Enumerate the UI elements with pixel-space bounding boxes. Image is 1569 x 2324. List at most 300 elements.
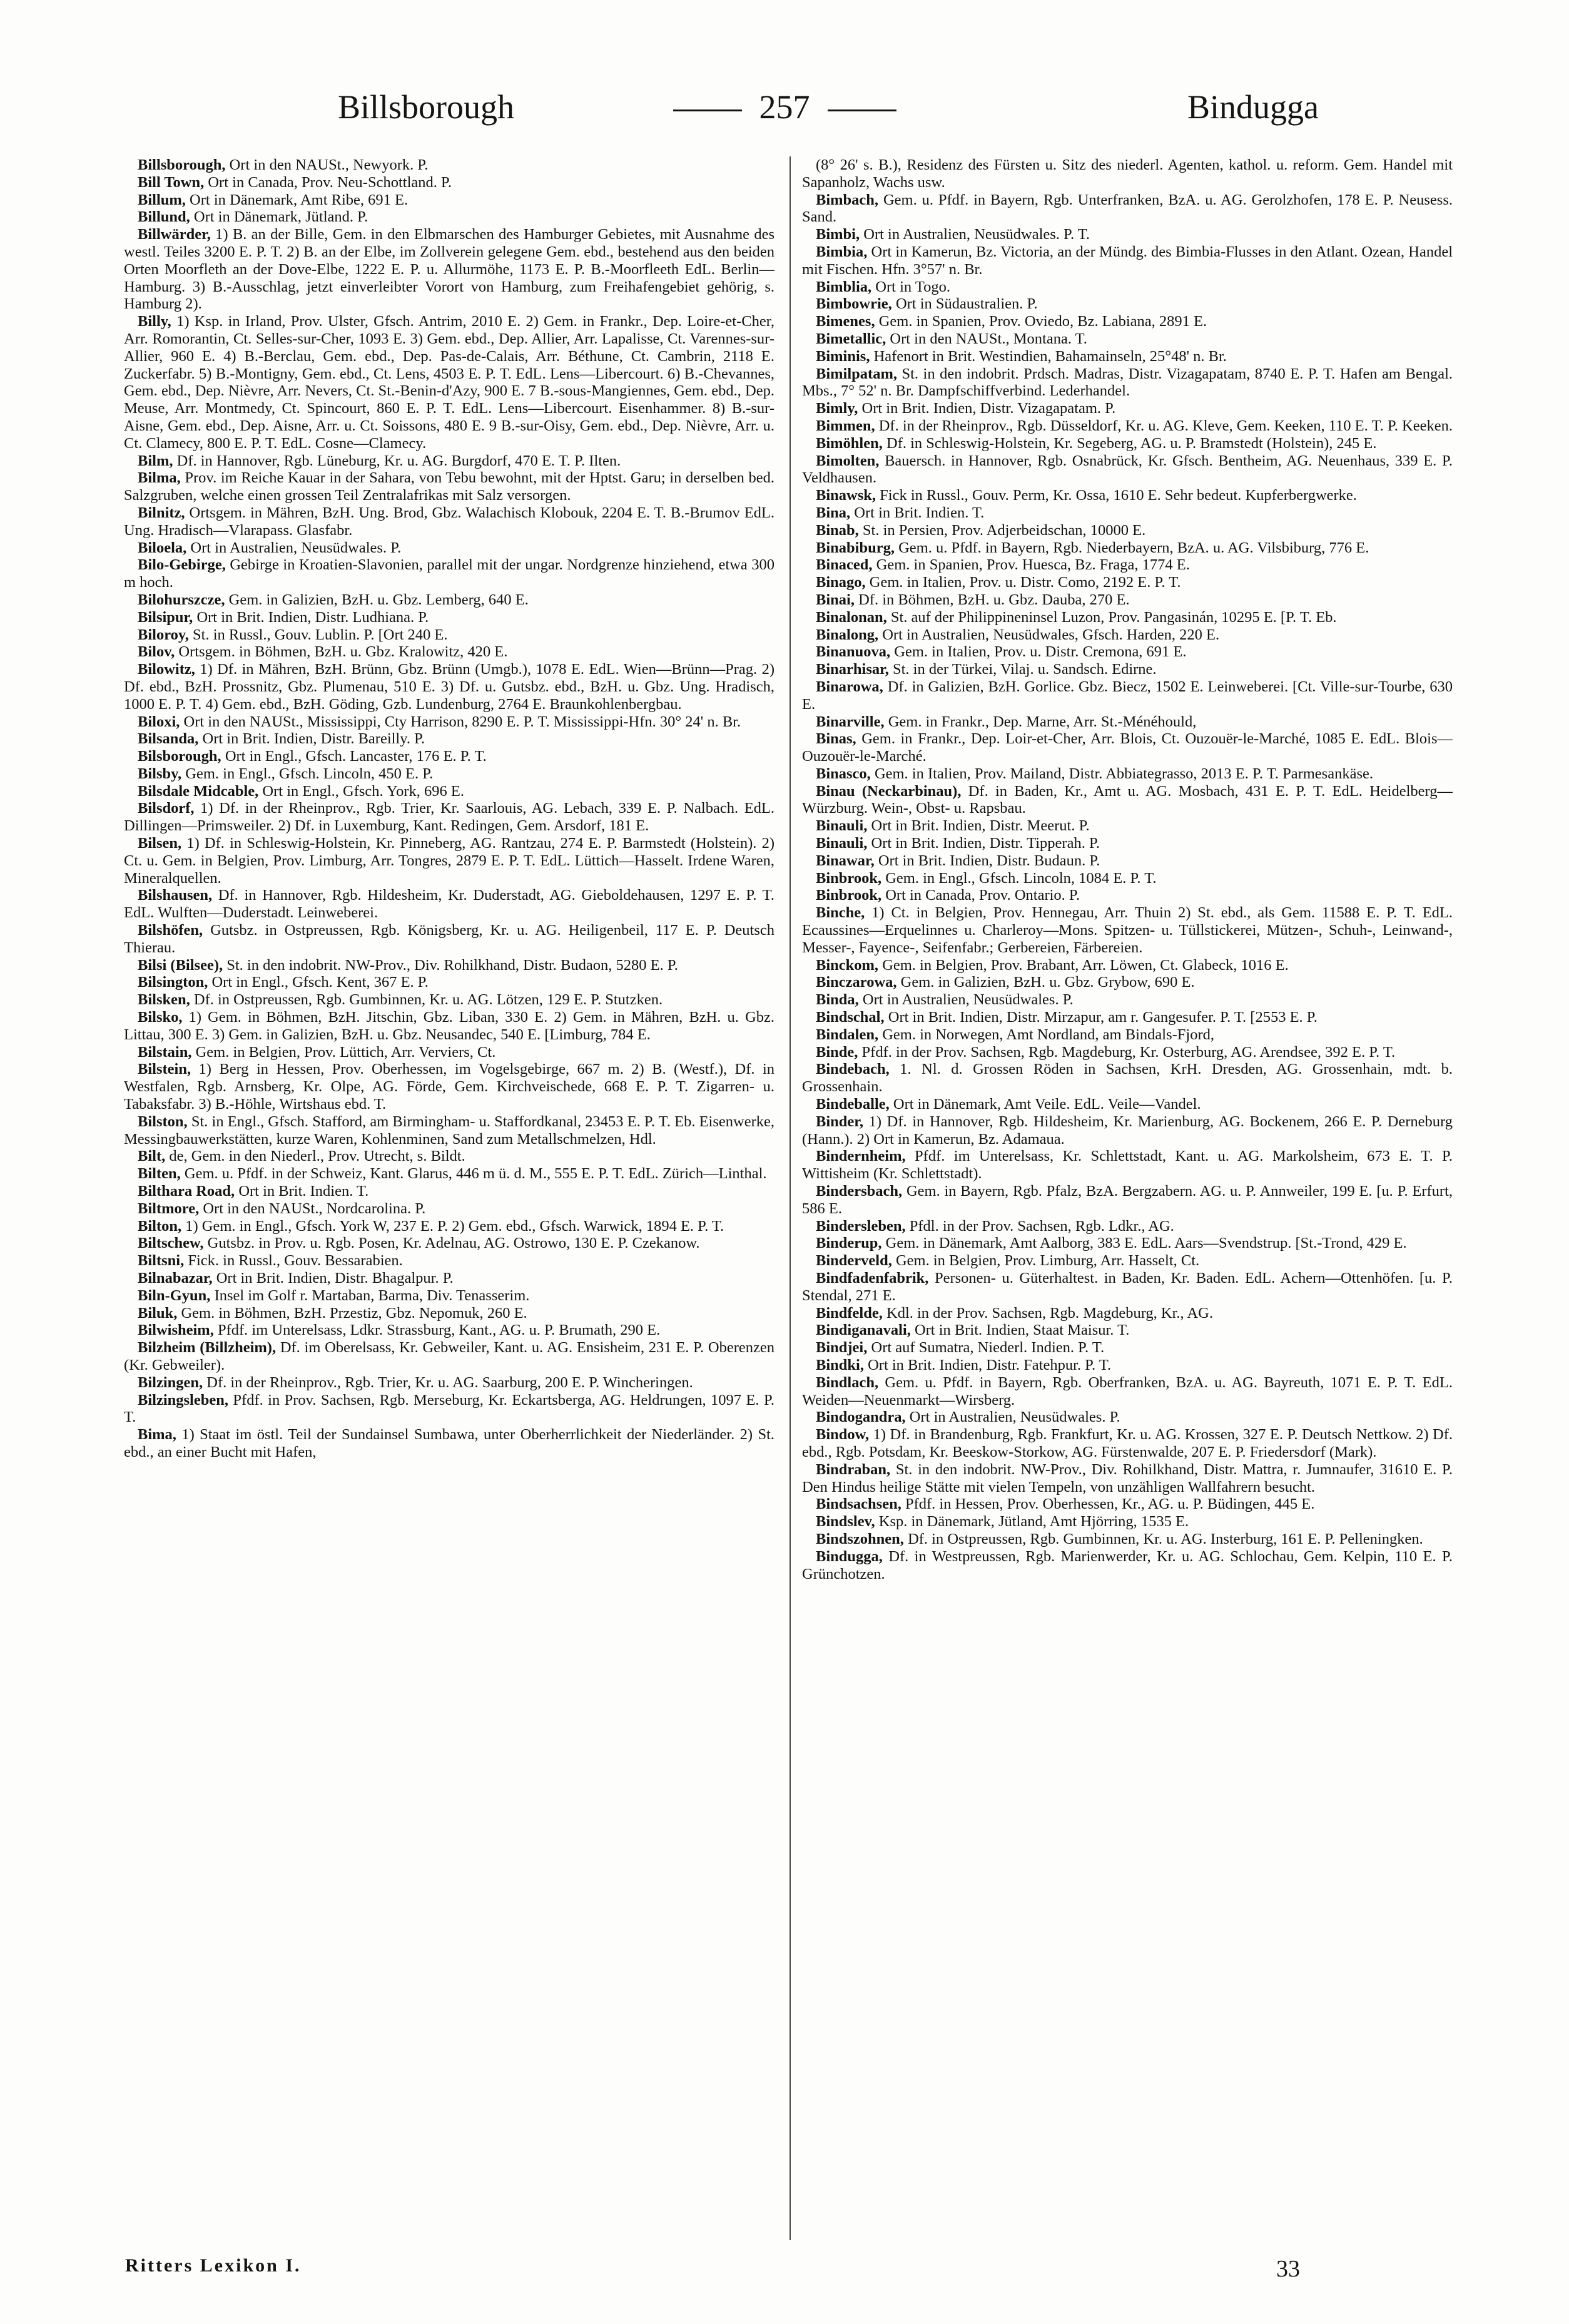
entry-text: Ort in Canada, Prov. Neu-Schottland. P. [208,173,452,191]
entry-headword: Binbrook, [816,869,882,887]
dictionary-entry [802,1061,1453,1096]
dictionary-entry [802,765,1453,783]
dictionary-entry [124,800,774,835]
entry-text: Gem. u. Pfdf. in der Schweiz, Kant. Glarus, 446 m ü. d. M., 555 E. P. T. EdL. Zürich—Linthal. [184,1165,767,1183]
entry-headword: Bindsachsen, [816,1496,901,1513]
entry-text: 1) Ct. in Belgien, Prov. Hennegau, Arr. Thuin 2) St. ebd., als Gem. 11588 E. P. T. EdL. Ecaussines—Erquelinnes u. Charleroy—Mons. Spitzen- u. Tüllstickerei, Mützen-, Schuh-, Leinwand-, Messer-, Fayence-, Seifenfabr.; Gerbereien, Färbereien. [802,904,1453,956]
entry-headword: Bimetallic, [816,330,886,347]
entry-text: Personen- u. Güterhaltest. in Baden, Kr. Baden. EdL. Achern—Ottenhöfen. [u. P. Stendal, 271 E. [802,1270,1453,1304]
dictionary-entry [124,626,774,644]
header-left-keyword: Billsborough [338,88,515,126]
entry-headword: Bindow, [816,1426,870,1444]
entry-text: Gem. in Engl., Gfsch. Lincoln, 450 E. P. [185,765,434,782]
dictionary-entry [802,835,1453,852]
dictionary-entry [124,713,774,731]
entry-headword: Bilsdorf, [138,800,195,817]
entry-text: St. in den indobrit. NW-Prov., Div. Rohilkhand, Distr. Budaon, 5280 E. P. [226,956,678,974]
entry-text: Gem. in Spanien, Prov. Oviedo, Bz. Labiana, 2891 E. [878,313,1207,330]
entry-text: Ort in Australien, Neusüdwales. P. [190,539,402,556]
dictionary-entry [802,313,1453,330]
entry-text: Ort in Australien, Neusüdwales. P. T. [863,226,1090,243]
entry-headword: Bindschal, [816,1009,885,1026]
entry-headword: Bindjei, [816,1339,868,1357]
entry-text: Gem. in Belgien, Prov. Limburg, Arr. Hasselt, Ct. [895,1252,1200,1270]
entry-text: 1) Df. in der Rheinprov., Rgb. Trier, Kr. Saarlouis, AG. Lebach, 339 E. P. Nalbach. EdL. Dillingen—Primsweiler. 2) Df. in Luxemburg, Kant. Redingen, Gem. Arsdorf, 181 E. [124,800,774,835]
dictionary-entry [802,1322,1453,1339]
entry-headword: Biluk, [138,1304,178,1322]
entry-headword: Bindogandra, [816,1409,906,1426]
dictionary-entry [802,991,1453,1009]
entry-headword: Bilten, [138,1165,181,1183]
entry-headword: Binda, [816,991,859,1009]
entry-text: 1) Staat im östl. Teil der Sundainsel Sumbawa, unter Oberherrlichkeit der Niederländer. 2) St. ebd., an einer Bucht mit Hafen, [124,1426,774,1460]
dictionary-entry [124,556,774,591]
entry-headword: Binckom, [816,956,879,974]
header-rule-right [828,110,896,111]
entry-headword: Bindeballe, [816,1096,890,1113]
dictionary-entry [802,1235,1453,1252]
dictionary-entry [802,1183,1453,1218]
entry-headword: Bimbach, [816,191,879,208]
dictionary-entry [124,1218,774,1235]
dictionary-entry [124,1235,774,1252]
footer-sheet-number: 33 [1276,2256,1300,2282]
entry-text: 1) Gem. in Engl., Gfsch. York W, 237 E. P. 2) Gem. ebd., Gfsch. Warwick, 1894 E. P. T. [185,1217,724,1235]
entry-text: 1) Gem. in Böhmen, BzH. Jitschin, Gbz. Liban, 330 E. 2) Gem. in Mähren, BzH. u. Gbz. Littau, 300 E. 3) Gem. in Galizien, BzH. u. Gbz. Neusandec, 540 E. [Limburg, 784 E. [124,1009,774,1043]
dictionary-entry [802,243,1453,278]
dictionary-entry [124,1339,774,1374]
dictionary-entry [802,713,1453,731]
entry-text: Gem. in Norwegen, Amt Nordland, am Bindals-Fjord, [882,1026,1214,1043]
dictionary-entry [802,609,1453,626]
dictionary-entry [802,417,1453,435]
entry-text: 1) Ksp. in Irland, Prov. Ulster, Gfsch. Antrim, 2010 E. 2) Gem. in Frankr., Dep. Loire-et-Cher, Arr. Romorantin, Ct. Selles-sur-Cher, 1093 E. 3) Gem. ebd., Dep. Allier, Arr. Lapalisse, Ct. Varennes-sur-Allier, 960 E. 4) B.-Berclau, Gem. ebd., Dep. Pas-de-Calais, Arr. Béthune, Ct. Cambrin, 2118 E. Zuckerfabr. 5) B.-Montigny, Gem. ebd., Ct. Lens, 4503 E. P. T. EdL. Lens—Libercourt. 6) B.-Chevannes, Gem. ebd., Dep. Nièvre, Arr. Nevers, Ct. St.-Benin-d'Azy, 900 E. 7 B.-sous-Mangiennes, Gem. ebd., Dep. Meuse, Arr. Montmedy, Ct. Spincourt, 860 E. P. T. EdL. Lens—Libercourt. Eisenhammer. 8) B.-sur-Aisne, Gem. ebd., Dep. Aisne, Arr. u. Ct. Soissons, 480 E. 9 B.-sur-Oisy, Gem. ebd., Dep. Nièvre, Arr. u. Ct. Clamecy, 800 E. P. T. EdL. Cosne—Clamecy. [124,313,774,452]
entry-headword: Bilsington, [138,974,208,991]
entry-text: Ort in Dänemark, Amt Veile. EdL. Veile—Vandel. [893,1096,1201,1113]
dictionary-entry [802,1148,1453,1183]
entry-headword: Bimbowrie, [816,295,892,313]
entry-headword: Binbrook, [816,887,882,904]
entry-text: Prov. im Reiche Kauar in der Sahara, von Tebu bewohnt, mit der Hptst. Garu; in derselben bed. Salzgruben, welche einen grossen Teil Zentralafrikas mit Salz versorgen. [124,469,774,504]
entry-headword: Binawsk, [816,487,876,504]
entry-headword: Bilm, [138,452,173,469]
entry-text: Pfdf. in Prov. Sachsen, Rgb. Merseburg, Kr. Eckartsberga, AG. Heldrungen, 1097 E. P. T. [124,1391,774,1426]
entry-text: Ort in den NAUSt., Montana. T. [890,330,1087,347]
dictionary-entry [124,643,774,661]
entry-headword: Biltschew, [138,1235,204,1252]
dictionary-entry [124,609,774,626]
dictionary-entry [124,469,774,504]
dictionary-entry [124,1113,774,1148]
dictionary-entry [124,191,774,209]
entry-text: Ortsgem. in Mähren, BzH. Ung. Brod, Gbz. Walachisch Klobouk, 2204 E. T. B.-Brumov EdL. Ung. Hradisch—Vlarapass. Glasfabr. [124,504,774,539]
entry-text: Insel im Golf r. Martaban, Barma, Div. Tenasserim. [214,1287,530,1304]
entry-text: Df. in Hannover, Rgb. Lüneburg, Kr. u. AG. Burgdorf, 470 E. T. P. Ilten. [176,452,621,469]
dictionary-entry [802,1374,1453,1409]
entry-text: Ort in Engl., Gfsch. Kent, 367 E. P. [211,974,429,991]
dictionary-entry [802,1096,1453,1113]
entry-headword: Biminis, [816,347,870,365]
entry-headword: Bilt, [138,1148,166,1165]
entry-headword: Binderup, [816,1235,882,1252]
dictionary-entry [802,1531,1453,1548]
entry-text: Gem. in Spanien, Prov. Huesca, Bz. Fraga, 1774 E. [876,556,1190,574]
entry-text: Df. in Westpreussen, Rgb. Marienwerder, Kr. u. AG. Schlochau, Gem. Kelpin, 110 E. P. Grünchotzen. [802,1547,1453,1582]
entry-headword: Bimblia, [816,278,872,295]
entry-headword: Biltmore, [138,1200,200,1217]
entry-text: Pfdf. im Unterelsass, Ldkr. Strassburg, Kant., AG. u. P. Brumath, 290 E. [217,1322,661,1339]
entry-text: Ort in Brit. Indien, Distr. Bareilly. P. [202,730,425,748]
dictionary-entry [802,870,1453,887]
entry-text: Df. in der Rheinprov., Rgb. Trier, Kr. u. AG. Saarburg, 200 E. P. Wincheringen. [206,1374,693,1391]
entry-headword: Bimbia, [816,243,868,260]
entry-headword: Bilshausen, [138,887,213,904]
entry-headword: Bilsi (Bilsee), [138,956,223,974]
dictionary-entry [802,1461,1453,1496]
dictionary-entry [802,504,1453,522]
entry-text: Ort in Brit. Indien. T. [238,1183,369,1200]
dictionary-entry [802,435,1453,452]
entry-text: Ort in Dänemark, Amt Ribe, 691 E. [190,191,409,208]
dictionary-entry [124,1148,774,1165]
entry-headword: Biloroy, [138,626,189,643]
entry-text: Pfdf. in der Prov. Sachsen, Rgb. Magdeburg, Kr. Osterburg, AG. Arendsee, 392 E. P. T. [861,1043,1396,1061]
dictionary-entry [802,295,1453,313]
entry-text: Gem. in Italien, Prov. Mailand, Distr. Abbiategrasso, 2013 E. P. T. Parmesankäse. [874,765,1373,782]
entry-text: Gem. in Galizien, BzH. u. Gbz. Lemberg, 640 E. [228,591,529,608]
dictionary-entry [802,852,1453,870]
entry-text: Df. im Oberelsass, Kr. Gebweiler, Kant. u. AG. Ensisheim, 231 E. P. Oberenzen (Kr. Gebweiler). [124,1339,774,1374]
entry-text: Bauersch. in Hannover, Rgb. Osnabrück, Kr. Gfsch. Bentheim, AG. Neuenhaus, 339 E. P. Veldhausen. [802,452,1453,487]
entry-text: Gem. in Galizien, BzH. u. Gbz. Grybow, 690 E. [900,974,1195,991]
entry-text: Ort in Canada, Prov. Ontario. P. [885,887,1080,904]
entry-headword: Bilwisheim, [138,1322,214,1339]
dictionary-entry [802,887,1453,904]
entry-headword: Bindraban, [816,1460,891,1478]
entry-headword: Bilstain, [138,1043,192,1061]
entry-text: Ort in Brit. Indien, Distr. Budaun. P. [878,852,1100,869]
entry-headword: Bima, [138,1426,176,1444]
entry-headword: Biloxi, [138,713,180,730]
dictionary-entry [802,452,1453,487]
entry-text: Ort in Togo. [875,278,950,295]
entry-headword: Biln-Gyun, [138,1287,211,1304]
entry-headword: Bindlach, [816,1374,879,1391]
entry-headword: Bimbi, [816,226,860,243]
entry-text: 1) Df. in Mähren, BzH. Brünn, Gbz. Brünn (Umgb.), 1078 E. EdL. Wien—Brünn—Prag. 2) Df. ebd., BzH. Prossnitz, Gbz. Plumenau, 510 E. 3) Df. u. Gutsbz. ebd., BzH. u. Gbz. Ung. Hradisch, 1000 E. P. T. 4) Gem. ebd., BzH. Göding, Gzb. Lundenburg, 2764 E. Braunkohlenbergbau. [124,661,774,713]
entry-headword: Binarville, [816,713,885,730]
entry-text: Ksp. in Dänemark, Jütland, Amt Hjörring, 1535 E. [878,1513,1189,1531]
entry-headword: Binder, [816,1113,864,1130]
entry-text: Ort in Dänemark, Jütland. P. [193,208,368,226]
entry-text: Ort in Engl., Gfsch. York, 696 E. [262,782,465,800]
dictionary-entry [802,156,1453,191]
entry-headword: Binde, [816,1043,858,1061]
entry-headword: Bindernheim, [816,1148,906,1165]
entry-headword: Bilton, [138,1217,182,1235]
entry-headword: Bina, [816,504,851,521]
dictionary-entry [124,730,774,748]
entry-text: 1) B. an der Bille, Gem. in den Elbmarschen des Hamburger Gebietes, mit Ausnahme des westl. Teiles 3200 E. P. T. 2) B. an der Elbe, im Zollverein gelegene Gem. ebd., bestehend aus den beiden Orten Moorfleth an der Dove-Elbe, 1222 E. P. u. Allurmöhe, 1173 E. P. B.-Moorfleeth EdL. Berlin—Hamburg. 3) B.-Ausschlag, jetzt einverleibter Vorort von Hamburg, zum Freihafengebiet gehörig, s. Hamburg 2). [124,226,774,313]
entry-text: 1) Df. in Schleswig-Holstein, Kr. Pinneberg, AG. Rantzau, 274 E. P. Barmstedt (Holstein). 2) Ct. u. Gem. in Belgien, Prov. Limburg, Arr. Tongres, 2879 E. P. T. EdL. Lüttich—Hasselt. Irdene Waren, Mineralquellen. [124,835,774,887]
entry-text: Df. in der Rheinprov., Rgb. Düsseldorf, Kr. u. AG. Kleve, Gem. Keeken, 110 E. T. P. Keeken. [878,417,1453,434]
dictionary-entry [124,748,774,765]
entry-headword: Binau (Neckarbinau), [816,782,962,800]
dictionary-entry [124,208,774,226]
page-header [125,88,1444,144]
dictionary-entry [124,539,774,557]
entry-text: 1) Df. in Brandenburg, Rgb. Frankfurt, Kr. u. AG. Krossen, 327 E. P. Deutsch Nettkow. 2) Df. ebd., Rgb. Potsdam, Kr. Beeskow-Storkow, AG. Fürstenwalde, 207 E. P. Friedersdorf (Mark). [802,1426,1453,1460]
dictionary-entry [124,452,774,470]
entry-headword: Bimöhlen, [816,434,883,452]
dictionary-entry [802,348,1453,365]
entry-headword: Billsborough, [138,156,226,173]
dictionary-entry [802,1113,1453,1148]
entry-text: Ort in Brit. Indien, Distr. Ludhiana. P. [196,608,429,626]
dictionary-entry [802,522,1453,539]
entry-headword: Bilsko, [138,1009,183,1026]
entry-headword: Bilzingsleben, [138,1391,228,1409]
entry-text: St. in den indobrit. Prdsch. Madras, Distr. Vizagapatam, 8740 E. P. T. Hafen am Bengal. Mbs., 7° 52' n. Br. Dampfschiffverbind. Lederhandel. [802,365,1453,400]
dictionary-entry [124,1270,774,1287]
dictionary-entry [802,957,1453,974]
entry-text: Gem. in Bayern, Rgb. Pfalz, BzA. Bergzabern. AG. u. P. Annweiler, 199 E. [u. P. Erfurt, 586 E. [802,1183,1453,1217]
entry-text: Gutsbz. in Prov. u. Rgb. Posen, Kr. Adelnau, AG. Ostrowo, 130 E. P. Czekanow. [207,1235,700,1252]
entry-headword: Bilstein, [138,1061,191,1078]
entry-headword: Binarhisar, [816,661,889,678]
dictionary-entry [802,678,1453,713]
dictionary-entry [802,1218,1453,1235]
dictionary-entry [802,1252,1453,1270]
dictionary-entry [802,226,1453,243]
entry-text: Ort in Brit. Indien, Distr. Bhagalpur. P. [216,1270,454,1287]
entry-headword: Bilnitz, [138,504,185,521]
entry-text: Ort in Brit. Indien, Distr. Mirzapur, am r. Gangesufer. P. T. [2553 E. P. [888,1009,1318,1026]
entry-headword: Billum, [138,191,186,208]
dictionary-entry [802,1009,1453,1026]
column-divider [790,156,791,2240]
dictionary-entry [124,1305,774,1322]
dictionary-entry [124,1252,774,1270]
entry-text: Ort in Australien, Neusüdwales, Gfsch. Harden, 220 E. [882,626,1220,643]
entry-headword: Bindfelde, [816,1304,883,1322]
entry-headword: Binasco, [816,765,871,782]
entry-headword: Binalong, [816,626,879,643]
entry-headword: Billwärder, [138,226,211,243]
dictionary-entry [124,313,774,452]
entry-text: 1. Nl. d. Grossen Röden in Sachsen, KrH. Dresden, AG. Grossenhain, mdt. b. Grossenhain. [802,1061,1453,1096]
entry-headword: Binanuova, [816,643,891,661]
entry-headword: Bindebach, [816,1061,890,1078]
entry-text: Gem. u. Pfdf. in Bayern, Rgb. Unterfranken, BzA. u. AG. Gerolzhofen, 178 E. P. Neusess. Sand. [802,191,1453,226]
dictionary-entry [802,539,1453,557]
dictionary-entry [802,191,1453,227]
dictionary-entry [802,730,1453,765]
dictionary-entry [802,1026,1453,1044]
entry-text: St. in der Türkei, Vilaj. u. Sandsch. Edirne. [893,661,1157,678]
entry-headword: Binab, [816,521,859,539]
entry-text: St. in Engl., Gfsch. Stafford, am Birmingham- u. Staffordkanal, 23453 E. P. T. Eb. Eisenwerke, Messingbauwerkstätten, kurze Waren, Kohlenminen, Sand zum Metallschmelzen, Hdl. [124,1113,774,1148]
entry-text: Gem. in Böhmen, BzH. Przestiz, Gbz. Nepomuk, 260 E. [181,1304,527,1322]
entry-headword: Bilov, [138,643,175,661]
entry-text: Hafenort in Brit. Westindien, Bahamainseln, 25°48' n. Br. [873,347,1227,365]
dictionary-entry [124,1392,774,1427]
entry-headword: Bilsken, [138,991,190,1009]
dictionary-entry [802,1357,1453,1374]
dictionary-entry [802,1548,1453,1583]
entry-headword: Biltsni, [138,1252,185,1270]
entry-headword: Bindslev, [816,1513,875,1531]
entry-headword: Binago, [816,574,866,591]
dictionary-entry [802,574,1453,591]
entry-text: Gem. in Belgien, Prov. Lüttich, Arr. Verviers, Ct. [195,1043,496,1061]
entry-headword: Binche, [816,904,865,922]
dictionary-entry [124,991,774,1009]
entry-text: Df. in Galizien, BzH. Gorlice. Gbz. Biecz, 1502 E. Leinweberei. [Ct. Ville-sur-Tourbe, 630 E. [802,678,1453,713]
dictionary-entry [124,783,774,800]
entry-text: Kdl. in der Prov. Sachsen, Rgb. Magdeburg, Kr., AG. [886,1304,1213,1322]
entry-headword: Billy, [138,313,171,330]
entry-text: Gem. in Frankr., Dep. Loir-et-Cher, Arr. Blois, Ct. Ouzouër-le-Marché, 1085 E. EdL. Blois—Ouzouër-le-Marché. [802,730,1453,765]
dictionary-entry [124,661,774,713]
entry-text: Ort in Engl., Gfsch. Lancaster, 176 E. P. T. [225,748,487,765]
entry-text: Gem. in Italien, Prov. u. Distr. Como, 2192 E. P. T. [869,574,1181,591]
header-right-keyword: Bindugga [1187,88,1319,126]
entry-text: (8° 26' s. B.), Residenz des Fürsten u. Sitz des niederl. Agenten, kathol. u. reform. Gem. Handel mit Sapanholz, Wachs usw. [802,156,1453,191]
entry-text: Ort in Australien, Neusüdwales. P. [862,991,1074,1009]
entry-headword: Binai, [816,591,855,608]
entry-text: Pfdl. in der Prov. Sachsen, Rgb. Ldkr., AG. [909,1217,1174,1235]
entry-text: Fick. in Russl., Gouv. Bessarabien. [188,1252,403,1270]
entry-text: Df. in Ostpreussen, Rgb. Gumbinnen, Kr. u. AG. Lötzen, 129 E. P. Stutzken. [193,991,663,1009]
entry-headword: Bimly, [816,400,858,417]
right-column [802,156,1453,2228]
dictionary-entry [124,957,774,974]
entry-text: Ort in Brit. Indien, Distr. Vizagapatam. P. [861,400,1116,417]
entry-headword: Bilma, [138,469,181,487]
dictionary-entry [124,1165,774,1183]
dictionary-entry [802,400,1453,417]
entry-text: Fick in Russl., Gouv. Perm, Kr. Ossa, 1610 E. Sehr bedeut. Kupferbergwerke. [880,487,1357,504]
entry-headword: Biloela, [138,539,187,556]
entry-headword: Bindalen, [816,1026,879,1043]
dictionary-entry [802,661,1453,678]
dictionary-entry [124,1183,774,1200]
dictionary-entry [124,1374,774,1392]
entry-text: Ortsgem. in Böhmen, BzH. u. Gbz. Kralowitz, 420 E. [178,643,508,661]
entry-text: Ort auf Sumatra, Niederl. Indien. P. T. [871,1339,1105,1357]
entry-text: Ort in Südaustralien. P. [895,295,1038,313]
dictionary-entry [124,1044,774,1061]
entry-text: 1) Df. in Hannover, Rgb. Hildesheim, Kr. Marienburg, AG. Bockenem, 266 E. P. Derneburg (Hann.). 2) Ort in Kamerun, Bz. Adamaua. [802,1113,1453,1148]
dictionary-entry [802,1496,1453,1513]
header-rule-left [673,110,742,111]
entry-text: Gem. in Italien, Prov. u. Distr. Cremona, 691 E. [894,643,1187,661]
entry-headword: Binczarowa, [816,974,897,991]
dictionary-entry [802,904,1453,956]
entry-headword: Bilshöfen, [138,922,203,939]
entry-headword: Bilnabazar, [138,1270,213,1287]
dictionary-entry [124,1009,774,1044]
entry-headword: Bilzheim (Billzheim), [138,1339,277,1357]
entry-headword: Bilowitz, [138,661,195,678]
dictionary-entry [802,817,1453,835]
entry-headword: Bilsipur, [138,608,193,626]
entry-headword: Bilsborough, [138,748,221,765]
entry-text: Df. in Hannover, Rgb. Hildesheim, Kr. Duderstadt, AG. Gieboldehausen, 1297 E. P. T. EdL. Wulften—Duderstadt. Leinweberei. [124,887,774,922]
dictionary-entry [124,1200,774,1218]
entry-text: Gem. u. Pfdf. in Bayern, Rgb. Oberfranken, BzA. u. AG. Bayreuth, 1071 E. P. T. EdL. Weiden—Neuenmarkt—Wirsberg. [802,1374,1453,1409]
dictionary-entry [802,1305,1453,1322]
dictionary-entry [802,1409,1453,1426]
entry-headword: Bilo-Gebirge, [138,556,226,574]
entry-headword: Bilsanda, [138,730,199,748]
entry-text: Df. in Schleswig-Holstein, Kr. Segeberg, AG. u. P. Bramstedt (Holstein), 245 E. [886,434,1377,452]
entry-headword: Bill Town, [138,173,205,191]
entry-headword: Bilthara Road, [138,1183,235,1200]
dictionary-entry [124,174,774,191]
entry-headword: Binalonan, [816,608,887,626]
entry-text: Df. in Ostpreussen, Rgb. Gumbinnen, Kr. u. AG. Insterburg, 161 E. P. Pelleningken. [908,1530,1423,1547]
dictionary-entry [802,591,1453,609]
entry-text: Ort in Australien, Neusüdwales. P. [909,1409,1120,1426]
dictionary-entry [802,365,1453,400]
dictionary-entry [124,922,774,957]
dictionary-entry [802,1339,1453,1357]
entry-headword: Bimolten, [816,452,880,469]
entry-text: Gem. u. Pfdf. in Bayern, Rgb. Niederbayern, BzA. u. AG. Vilsbiburg, 776 E. [898,539,1369,556]
dictionary-entry [802,1513,1453,1531]
entry-headword: Binauli, [816,835,868,852]
entry-headword: Bilsen, [138,835,182,852]
dictionary-entry [124,504,774,539]
entry-headword: Bindki, [816,1356,864,1374]
dictionary-entry [124,1061,774,1113]
entry-text: Df. in Baden, Kr., Amt u. AG. Mosbach, 431 E. P. T. EdL. Heidelberg—Würzburg. Wein-, Obst- u. Rapsbau. [802,782,1453,817]
dictionary-entry [802,626,1453,644]
entry-headword: Bilsby, [138,765,182,782]
entry-text: Gem. in Engl., Gfsch. Lincoln, 1084 E. P. T. [885,869,1157,887]
dictionary-entry [802,783,1453,818]
entry-headword: Bindszohnen, [816,1530,904,1547]
left-column [124,156,774,2228]
dictionary-entry [802,643,1453,661]
entry-headword: Binabiburg, [816,539,895,556]
entry-text: Ort in Brit. Indien, Distr. Fatehpur. P. T. [868,1356,1112,1374]
entry-headword: Bindfadenfabrik, [816,1270,929,1287]
entry-headword: Billund, [138,208,190,226]
entry-text: Gem. in Dänemark, Amt Aalborg, 383 E. EdL. Aars—Svendstrup. [St.-Trond, 429 E. [885,1235,1407,1252]
entry-text: Ort in Brit. Indien, Staat Maisur. T. [914,1322,1130,1339]
entry-headword: Bindersbach, [816,1183,903,1200]
entry-headword: Binauli, [816,817,868,835]
entry-headword: Bilsdale Midcable, [138,782,259,800]
dictionary-entry [124,1322,774,1339]
dictionary-entry [802,1044,1453,1061]
entry-headword: Bilston, [138,1113,188,1130]
entry-text: Gem. in Belgien, Prov. Brabant, Arr. Löwen, Ct. Glabeck, 1016 E. [882,956,1289,974]
entry-headword: Bilzingen, [138,1374,203,1391]
entry-headword: Bimenes, [816,313,875,330]
entry-headword: Bimmen, [816,417,875,434]
entry-text: St. in den indobrit. NW-Prov., Div. Rohilkhand, Distr. Mattra, r. Jumnaufer, 31610 E. P. Den Hindus heilige Stätte mit vielen Tempeln, von unzähligen Wallfahrern besucht. [802,1460,1453,1496]
entry-headword: Binas, [816,730,856,748]
entry-text: Gutsbz. in Ostpreussen, Rgb. Königsberg, Kr. u. AG. Heiligenbeil, 117 E. P. Deutsch Thierau. [124,922,774,956]
dictionary-entry [802,1270,1453,1305]
entry-text: Gem. in Frankr., Dep. Marne, Arr. St.-Ménéhould, [888,713,1197,730]
entry-headword: Binderveld, [816,1252,892,1270]
dictionary-entry [124,1287,774,1305]
